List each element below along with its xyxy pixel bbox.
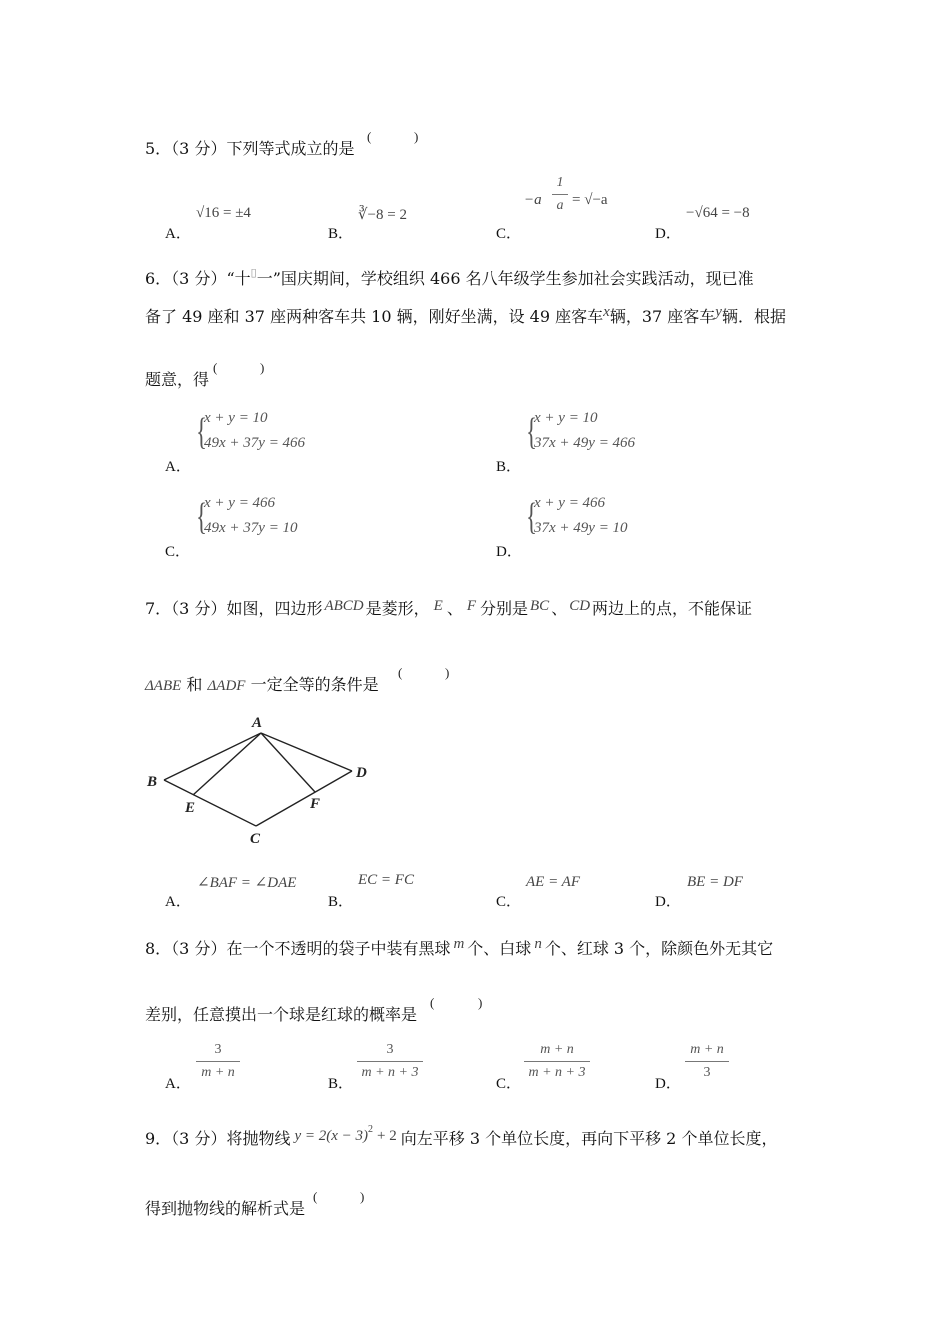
q7-line1-c: 分别是 [480,599,529,618]
q7-cd: CD [569,598,591,614]
q7-tri1: ΔABE [145,678,182,694]
q7-abcd: ABCD [324,598,364,614]
q8-option-d-label: D． [655,1076,681,1092]
q7-option-c-label: C． [496,894,522,910]
q7-option-d-expr: BE = DF [687,874,743,890]
q6-line1 [145,266,754,289]
q8-paren-open: ( [430,995,435,1010]
q8-option-b-den: m + n + 3 [361,1065,419,1080]
edge-ad [261,733,352,771]
q7-line1 [145,596,752,619]
q9-line1-b: 向左平移 3 个单位长度，再向下平移 2 个单位长度， [400,1129,778,1148]
q6-option-d-eq2: 37x + 49y = 10 [534,520,628,536]
q8-option-c-bar [524,1061,590,1062]
q7-sep1: 、 [446,599,463,618]
q6-paren-open: ( [213,360,218,375]
q5-option-c-label: C． [496,226,522,242]
q8-option-a-num: 3 [214,1042,222,1057]
q8-option-b-num: 3 [386,1042,394,1057]
q5-option-b-label: B． [328,226,354,242]
vertex-d-label: D [356,765,367,781]
q9-expr-sup: 2 [368,1124,374,1135]
q5-stem: 5．（3 分）下列等式成立的是 [145,139,355,158]
q6-option-d-label: D． [496,544,522,560]
q7-line1-b: 是菱形， [365,599,430,618]
q6-option-b-system [526,410,686,460]
q6-line2-c: 辆．根据 [721,307,786,326]
q6-option-b-eq1: x + y = 10 [534,410,598,426]
q6-option-a-brace: { [196,411,207,453]
q5-option-d-expr: −√64 = −8 [686,205,750,221]
q5-option-a-label: A． [165,226,191,242]
q9-line2: 得到抛物线的解析式是 [145,1199,306,1218]
q7-option-b-expr: EC = FC [358,872,414,888]
q6-option-c-eq2: 49x + 37y = 10 [204,520,298,536]
q8-option-a-fraction [196,1042,240,1081]
q8-option-d-bar [685,1061,729,1062]
q8-option-d-num: m + n [690,1042,724,1057]
vertex-c-label: C [250,831,261,847]
q5-option-c-frac-bar [552,194,568,195]
q8-line1-c: 个、红球 3 个，除颜色外无其它 [544,939,774,958]
q6-option-a-eq2: 49x + 37y = 466 [204,435,306,451]
q7-line1-d: 两边上的点，不能保证 [592,599,753,618]
q8-option-a-label: A． [165,1076,191,1092]
q7-line1-a: 7．（3 分）如图，四边形 [145,599,323,618]
q7-option-a-label: A． [165,894,191,910]
edge-bc [164,780,256,826]
q8-option-a-bar [196,1061,240,1062]
q8-option-a-den: m + n [201,1065,235,1080]
q6-option-c-brace: { [196,496,207,538]
q9-line1-a: 9．（3 分）将抛物线 [145,1129,291,1148]
q7-paren-close: ) [445,665,450,680]
q8-line1-a: 8．（3 分）在一个不透明的袋子中装有黑球 [145,939,451,958]
q6-option-b-brace: { [526,411,537,453]
q7-f: F [466,598,476,614]
point-f-label: F [310,796,321,812]
q8-option-b-bar [357,1061,423,1062]
q6-line1-rest: 一”国庆期间，学校组织 466 名八年级学生参加社会实践活动，现已准 [256,269,754,288]
q5-option-c-left: −a [524,192,542,208]
q8-option-c-den: m + n + 3 [528,1065,586,1080]
q7-tri2: ΔADF [207,678,246,694]
q7-and: 和 [186,675,203,694]
q8-line2: 差别，任意摸出一个球是红球的概率是 [145,1005,418,1024]
q9-line1 [145,1124,777,1149]
q7-option-c-expr: AE = AF [526,874,581,890]
q8-var-n: n [534,936,542,952]
q6-line3: 题意，得 [145,370,210,389]
q8-option-d-fraction [685,1042,729,1081]
q5-option-c-frac-den: a [556,198,564,213]
q8-option-d-den: 3 [703,1065,711,1080]
q9-expr-tail: + 2 [377,1128,397,1144]
q5-option-d-label: D． [655,226,681,242]
q6-option-c-system [196,495,356,545]
q6-option-c-label: C． [165,544,191,560]
q6-line2 [145,304,786,327]
q8-line1-b: 个、白球 [467,939,532,958]
q6-option-d-system [526,495,686,545]
q5-option-c-right: = √−a [572,192,608,208]
q6-var-y: y [715,304,722,320]
q9-paren-close: ) [360,1189,365,1204]
vertex-a-label: A [252,715,263,731]
q5-paren-close: ) [414,129,419,144]
q6-line2-a: 备了 49 座和 37 座两种客车共 10 辆，刚好坐满，设 49 座客车 [145,307,604,326]
q8-option-b-label: B． [328,1076,354,1092]
q8-var-m: m [453,936,465,952]
q8-option-c-num: m + n [540,1042,574,1057]
q7-paren-open: ( [398,665,403,680]
q7-bc: BC [530,598,550,614]
q5-option-c-fraction [552,175,568,214]
q8-paren-close: ) [478,995,483,1010]
point-e-label: E [185,800,196,816]
q8-line1 [145,936,773,959]
q8-option-c-fraction [524,1042,590,1081]
q6-option-c-eq1: x + y = 466 [204,495,276,511]
q8-option-b-fraction [357,1042,423,1081]
q6-option-a-eq1: x + y = 10 [204,410,268,426]
q9-expr: y = 2(x − 3) [294,1128,369,1144]
q7-line2 [145,672,379,695]
q7-line2-text: 一定全等的条件是 [250,675,379,694]
segment-af [261,733,315,792]
q6-line2-b: 辆，37 座客车 [609,307,716,326]
q7-option-d-label: D． [655,894,681,910]
q6-paren-close: ) [260,360,265,375]
q6-option-b-label: B． [496,459,522,475]
q8-option-c-label: C． [496,1076,522,1092]
q6-line1-start: 6．（3 分）“十 [145,269,251,288]
q5-option-c-frac-num: 1 [556,175,564,190]
q7-e: E [433,598,443,614]
q7-option-b-label: B． [328,894,354,910]
q7-sep2: 、 [551,599,568,618]
q5-paren-open: ( [367,129,372,144]
q6-option-b-eq2: 37x + 49y = 466 [534,435,636,451]
q5-option-b-expr: ∛−8 = 2 [358,207,407,223]
q6-option-d-eq1: x + y = 466 [534,495,606,511]
q9-paren-open: ( [313,1189,318,1204]
q6-option-a-label: A． [165,459,191,475]
q6-option-a-system [196,410,356,460]
q7-option-a-expr: ∠BAF = ∠DAE [197,875,297,891]
q5-option-a-expr: √16 = ±4 [196,205,251,221]
edge-ab [164,733,261,780]
segment-ae [193,733,261,795]
vertex-b-label: B [147,774,158,790]
rhombus-figure [140,705,380,850]
q6-line1-mark: ▯ [250,266,257,279]
q6-var-x: x [603,304,610,320]
q6-option-d-brace: { [526,496,537,538]
